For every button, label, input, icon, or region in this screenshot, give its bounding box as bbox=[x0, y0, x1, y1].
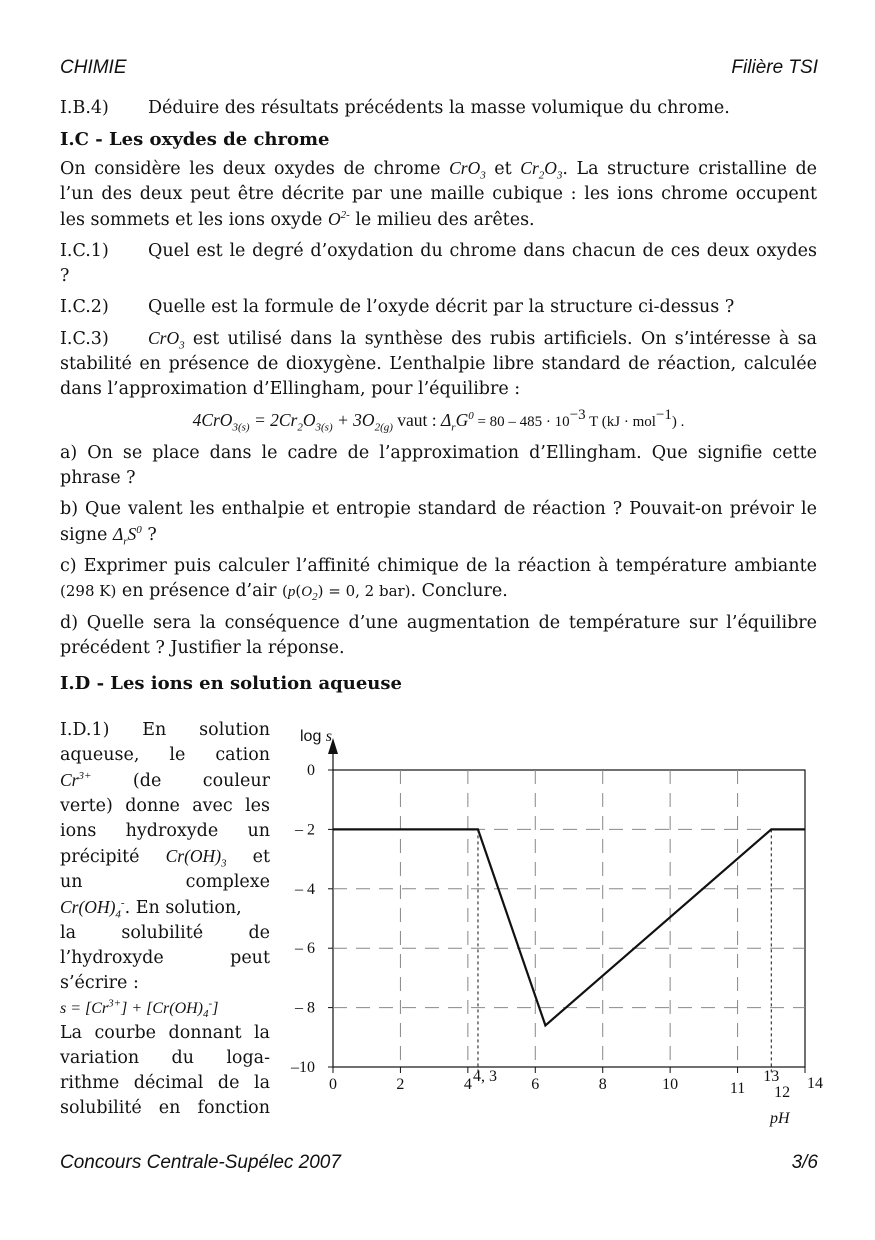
intro-text: . La structure cristalline de l’un des deux peut être décrite par une maille cubique : les ions chrome occupent les sommets et les ions oxyde bbox=[60, 159, 818, 230]
question-ib4 bbox=[60, 96, 817, 121]
text-line: l’hydroxyde peut bbox=[60, 948, 270, 968]
text-fragment: (de couleur bbox=[91, 771, 270, 791]
y-tick-label: – 4 bbox=[295, 880, 315, 898]
header-subject: CHIMIE bbox=[60, 57, 127, 78]
question-tag: I.B.4) bbox=[60, 98, 109, 118]
text-line: $Cr(OH)_4^-$. En solution, bbox=[60, 897, 242, 921]
question-ic1 bbox=[60, 239, 817, 289]
question-ic3 bbox=[60, 326, 817, 402]
section-title-ic: I.C - Les oxydes de chrome bbox=[60, 129, 330, 150]
intro-text: On considère les deux oxydes de chrome bbox=[60, 159, 450, 179]
text-line: précipité $Cr(OH)_3$ et bbox=[60, 846, 271, 870]
y-tick-label: – 6 bbox=[295, 940, 315, 958]
question-text: Quel est le degré d’oxydation du chrome dans chacun de ces deux oxydes ? bbox=[60, 241, 817, 286]
formula-oxide-ion: $O^{2-}$ bbox=[327, 209, 350, 229]
x-tick-label: 0 bbox=[329, 1076, 337, 1093]
intro-text: le milieu des arêtes. bbox=[349, 210, 535, 230]
question-text: b) Que valent les enthalpie et entropie standard de réaction ? Pouvait-on prévoir le signe bbox=[60, 499, 817, 545]
question-c bbox=[60, 554, 817, 605]
question-b: b) Que valent les enthalpie et entropie standard de réaction ? Pouvait-on prévoir le signe $\Delta_rS^0$ ? bbox=[60, 499, 817, 548]
question-text: Déduire des résultats précédents la masse volumique du chrome. bbox=[148, 98, 730, 118]
question-d: d) Quelle sera la conséquence d’une augmentation de température sur l’équilibre précédent ? Justifier la réponse. bbox=[60, 613, 817, 658]
solubility-chart bbox=[280, 720, 823, 1135]
text-fragment: précipité bbox=[60, 847, 166, 867]
text-line: La courbe donnant la bbox=[60, 1023, 270, 1043]
footer-contest: Concours Centrale-Supélec 2007 bbox=[60, 1152, 341, 1173]
text-line: $Cr^{3+}$ (de couleur bbox=[60, 770, 270, 791]
text-line: un complexe bbox=[60, 872, 270, 892]
text-line: rithme décimal de la bbox=[60, 1073, 270, 1093]
x-tick-label: 8 bbox=[598, 1076, 607, 1093]
text-fragment: et bbox=[226, 847, 271, 867]
solubility-formula: $s = [Cr^{3+}] + [Cr(OH)_4^-]$ bbox=[60, 997, 219, 1021]
footer-page-number: 3/6 bbox=[791, 1152, 818, 1173]
question-text: est utilisé dans la synthèse des rubis artificiels. On s’intéresse à sa stabilité en présence de dioxygène. L’enthalpie libre standard de réaction, calculée dans l’approximation d’Ellingham, pour l’équilibre : bbox=[60, 329, 817, 399]
ambient-temperature: (298 K) bbox=[60, 582, 117, 600]
annotation-4-3: 4, 3 bbox=[472, 1068, 497, 1085]
equilibrium-equation: $4CrO_{3(s)} = 2Cr_2O_{3(s)} + 3O_{2(g)}$ vaut : $\Delta_rG^0 = 80 - 485 \cdot 10^{-3}$ T (kJ · mol$^{-1}$) . bbox=[192, 407, 685, 434]
x-tick-label: 2 bbox=[396, 1076, 405, 1093]
question-text: . Conclure. bbox=[410, 581, 508, 601]
text-line: variation du loga- bbox=[60, 1048, 270, 1068]
annotation-13: 13 bbox=[763, 1068, 780, 1085]
x-tick-label: 10 bbox=[662, 1076, 679, 1093]
text-line: solubilité en fonction bbox=[60, 1098, 270, 1118]
formula-cro3: CrO$_3$ bbox=[148, 328, 185, 352]
eq-value: = 80 – 485 · 10 bbox=[473, 414, 570, 430]
question-tag: I.C.2) bbox=[60, 297, 109, 317]
x-tick-label: 14 bbox=[807, 1075, 823, 1092]
question-tag: I.C.1) bbox=[60, 241, 109, 261]
eq-vaut: vaut : bbox=[392, 410, 442, 430]
ic-intro bbox=[60, 156, 817, 233]
text-fragment: . En solution, bbox=[124, 898, 242, 918]
id1-text-column bbox=[60, 718, 270, 1121]
question-ic2 bbox=[60, 295, 817, 320]
formula-entropy: $\Delta_rS^0$ bbox=[112, 524, 142, 548]
question-text: en présence d’air bbox=[116, 581, 283, 601]
text-line: ions hydroxyde un bbox=[60, 821, 270, 841]
question-a: a) On se place dans le cadre de l’approximation d’Ellingham. Que signifie cette phrase ? bbox=[60, 443, 817, 488]
y-axis-label: log s bbox=[300, 728, 333, 745]
question-text: Quelle est la formule de l’oxyde décrit par la structure ci-dessus ? bbox=[148, 297, 735, 317]
text-line: verte) donne avec les bbox=[60, 796, 270, 816]
x-tick-label: 6 bbox=[531, 1076, 540, 1093]
text-line: aqueuse, le cation bbox=[60, 745, 270, 765]
y-tick-label: – 8 bbox=[295, 999, 315, 1017]
x-tick-label: 11 bbox=[729, 1080, 746, 1097]
pressure-value: = 0, 2 bar) bbox=[328, 582, 411, 600]
question-tag: I.C.3) bbox=[60, 329, 109, 349]
y-tick-label: 0 bbox=[307, 762, 315, 779]
x-tick-label: 12 bbox=[774, 1084, 791, 1101]
x-tick-label: 4 bbox=[463, 1076, 472, 1093]
formula-cro3: CrO$_3$ bbox=[449, 158, 486, 182]
question-text: c) Exprimer puis calculer l’affinité chimique de la réaction à température ambiante bbox=[60, 556, 817, 576]
text-line: s’écrire : bbox=[60, 973, 139, 993]
y-tick-label: – 2 bbox=[295, 821, 315, 839]
text-line: la solubilité de bbox=[60, 923, 270, 943]
intro-and: et bbox=[485, 159, 521, 179]
eq-units: T (kJ · mol bbox=[585, 414, 656, 430]
section-title-id: I.D - Les ions en solution aqueuse bbox=[60, 673, 402, 694]
plot-frame bbox=[333, 770, 805, 1067]
formula-cr2o3: $Cr_2O_3$ bbox=[520, 158, 563, 182]
partial-pressure: ($p(O_2) = 0$, 2 bar) bbox=[282, 582, 411, 603]
y-tick-label: –10 bbox=[291, 1059, 315, 1076]
solubility-curve bbox=[333, 829, 805, 1025]
page-content bbox=[60, 96, 817, 700]
x-axis-label: pH bbox=[770, 1110, 790, 1127]
text-line: I.D.1) En solution bbox=[60, 720, 270, 740]
header-track: Filière TSI bbox=[731, 57, 818, 78]
